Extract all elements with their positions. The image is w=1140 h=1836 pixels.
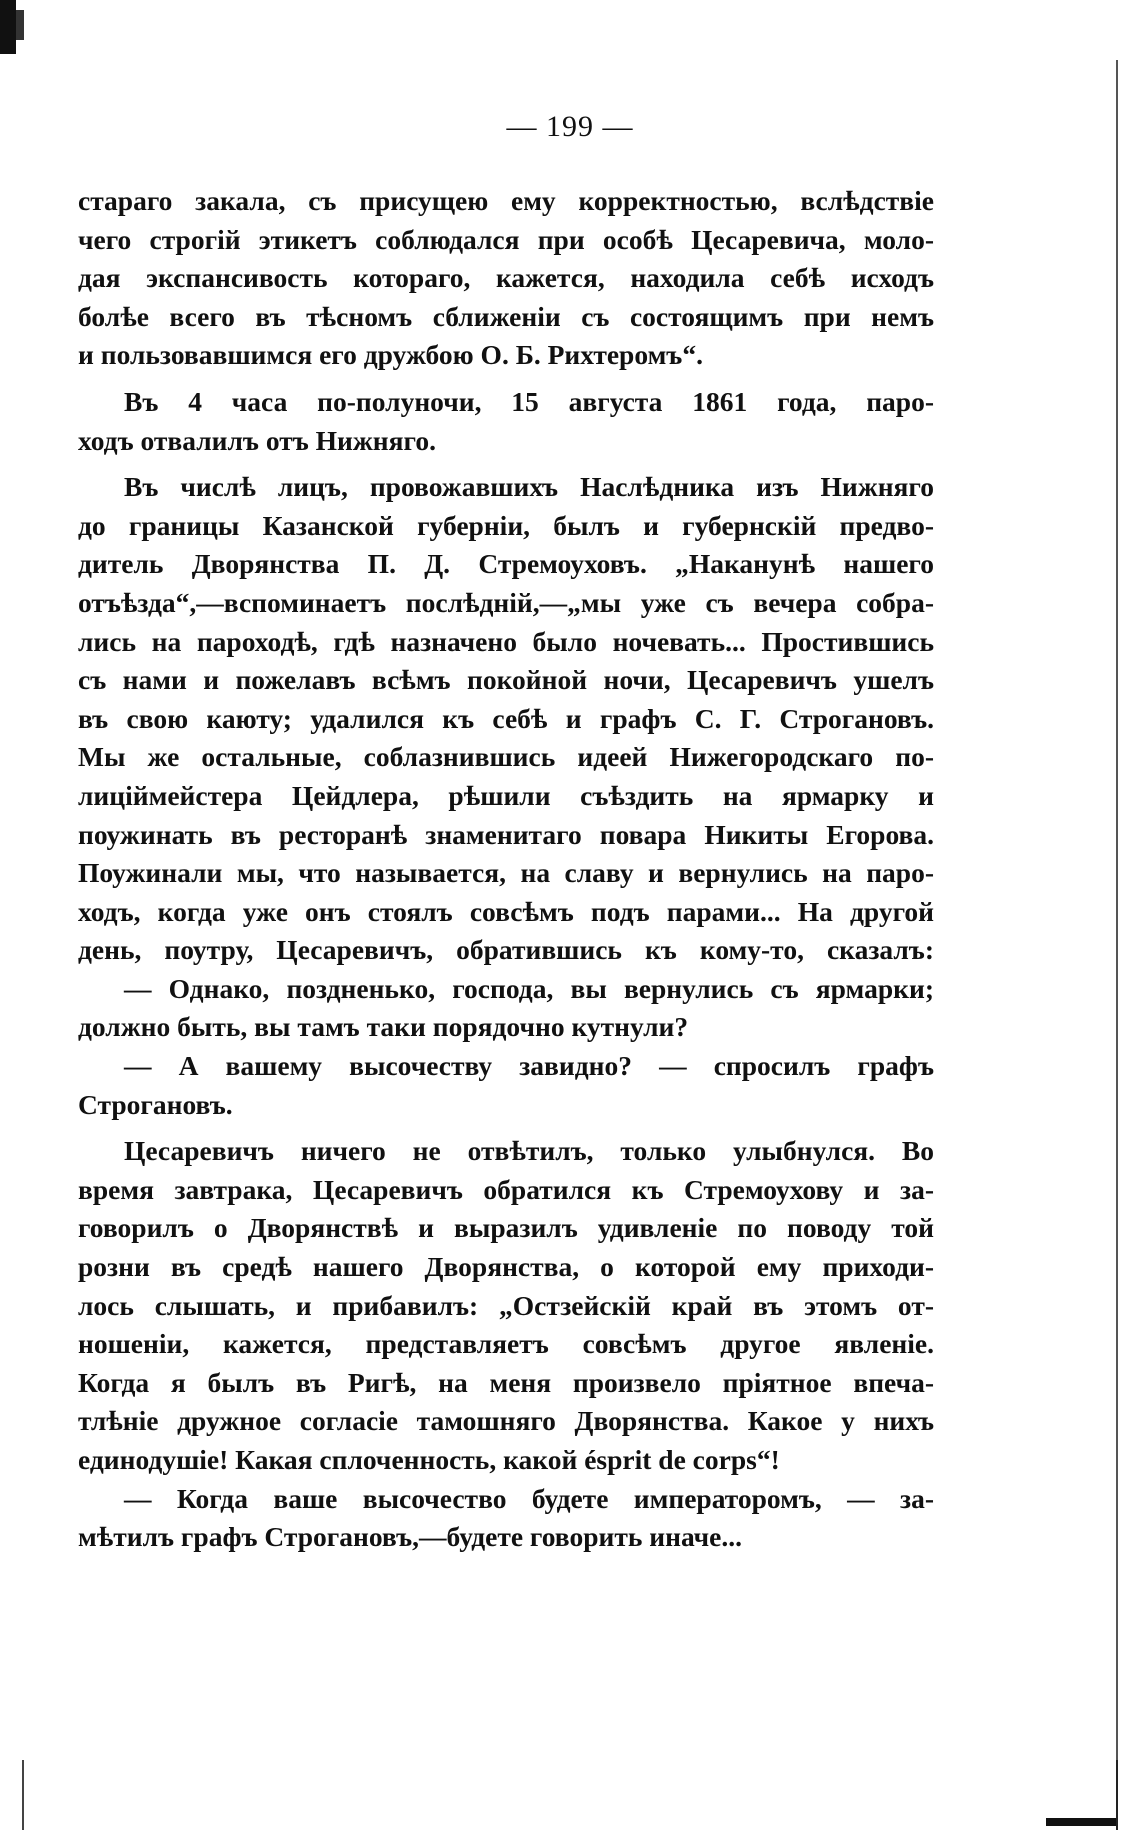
text-line: чего строгій этикетъ соблюдался при особѣ Цесаревича, моло- bbox=[78, 223, 934, 255]
text-line: — Когда ваше высочество будете императоромъ, — за- bbox=[124, 1482, 934, 1514]
text-line: и пользовавшимся его дружбою О. Б. Рихтеромъ“. bbox=[78, 339, 703, 371]
paragraph-gap bbox=[78, 1124, 934, 1132]
text-line: розни въ средѣ нашего Дворянства, о которой ему приходи- bbox=[78, 1251, 934, 1283]
text-line: лись на пароходѣ, гдѣ назначено было ночевать... Простившись bbox=[78, 625, 934, 657]
text-line: дая экспансивость котораго, кажется, находила себѣ исходъ bbox=[78, 262, 934, 294]
text-line: день, поутру, Цесаревичъ, обратившись къ кому-то, сказалъ: bbox=[78, 934, 934, 966]
text-line: Въ 4 часа по-полуночи, 15 августа 1861 года, паро- bbox=[124, 385, 934, 417]
text-line: ходъ, когда уже онъ стоялъ совсѣмъ подъ парами... На другой bbox=[78, 895, 934, 927]
text-line: единодушіе! Какая сплоченность, какой ésprit de corps“! bbox=[78, 1444, 780, 1475]
text-line: поужинать въ ресторанѣ знаменитаго повара Никиты Егорова. bbox=[78, 818, 934, 850]
text-line: Въ числѣ лицъ, провожавшихъ Наслѣдника изъ Нижняго bbox=[124, 471, 934, 503]
scan-edge-line bbox=[1116, 1760, 1118, 1830]
paragraph-gap bbox=[78, 460, 934, 468]
text-line: въ свою каюту; удалился къ себѣ и графъ С. Г. Строгановъ. bbox=[78, 702, 934, 734]
text-line: мѣтилъ графъ Строгановъ,—будете говорить иначе... bbox=[78, 1521, 742, 1553]
text-line: стараго закала, съ присущею ему корректностью, вслѣдствіе bbox=[78, 185, 934, 216]
scan-edge-mark bbox=[0, 0, 16, 54]
text-line: отъѣзда“,—вспоминаетъ послѣдній,—„мы уже съ вечера собра- bbox=[78, 586, 934, 618]
text-line: дитель Дворянства П. Д. Стремоуховъ. „Наканунѣ нашего bbox=[78, 548, 934, 580]
page-number: — 199 — bbox=[506, 110, 634, 143]
text-line: лиціймейстера Цейдлера, рѣшили съѣздить на ярмарку и bbox=[78, 779, 934, 811]
paragraph-gap bbox=[78, 375, 934, 383]
text-line: — Однако, поздненько, господа, вы вернулись съ ярмарки; bbox=[124, 972, 934, 1004]
text-line: говорилъ о Дворянствѣ и выразилъ удивленіе по поводу той bbox=[78, 1212, 934, 1244]
text-line: болѣе всего въ тѣсномъ сближеніи съ состоящимъ при немъ bbox=[78, 300, 934, 332]
text-line: тлѣніе дружное согласіе тамошняго Дворянства. Какое у нихъ bbox=[78, 1405, 934, 1437]
scan-edge-mark bbox=[16, 10, 24, 40]
text-line: Поужинали мы, что называется, на славу и вернулись на паро- bbox=[78, 857, 934, 889]
text-line: ношеніи, кажется, представляетъ совсѣмъ другое явленіе. bbox=[78, 1328, 934, 1360]
text-line: лось слышать, и прибавилъ: „Остзейскій край въ этомъ от- bbox=[78, 1289, 934, 1321]
text-line: Цесаревичъ ничего не отвѣтилъ, только улыбнулся. Во bbox=[124, 1135, 934, 1167]
text-line: время завтрака, Цесаревичъ обратился къ Стремоухову и за- bbox=[78, 1173, 934, 1205]
text-line: должно быть, вы тамъ таки порядочно кутнули? bbox=[78, 1011, 689, 1043]
scan-edge-line bbox=[1116, 60, 1118, 1760]
scan-edge-line bbox=[22, 1760, 24, 1830]
text-line: до границы Казанской губерніи, былъ и губернскій предво- bbox=[78, 509, 934, 541]
text-line: — А вашему высочеству завидно? — спросилъ графъ bbox=[124, 1050, 934, 1082]
text-line: Строгановъ. bbox=[78, 1088, 233, 1120]
scan-corner-mark bbox=[1046, 1818, 1116, 1826]
text-line: ходъ отвалилъ отъ Нижняго. bbox=[78, 424, 436, 456]
body-text bbox=[78, 182, 934, 1557]
text-line: Когда я былъ въ Ригѣ, на меня произвело пріятное впеча- bbox=[78, 1366, 934, 1398]
text-line: Мы же остальные, соблазнившись идеей Нижегородскаго по- bbox=[78, 741, 934, 773]
text-line: съ нами и пожелавъ всѣмъ покойной ночи, Цесаревичъ ушелъ bbox=[78, 664, 934, 696]
